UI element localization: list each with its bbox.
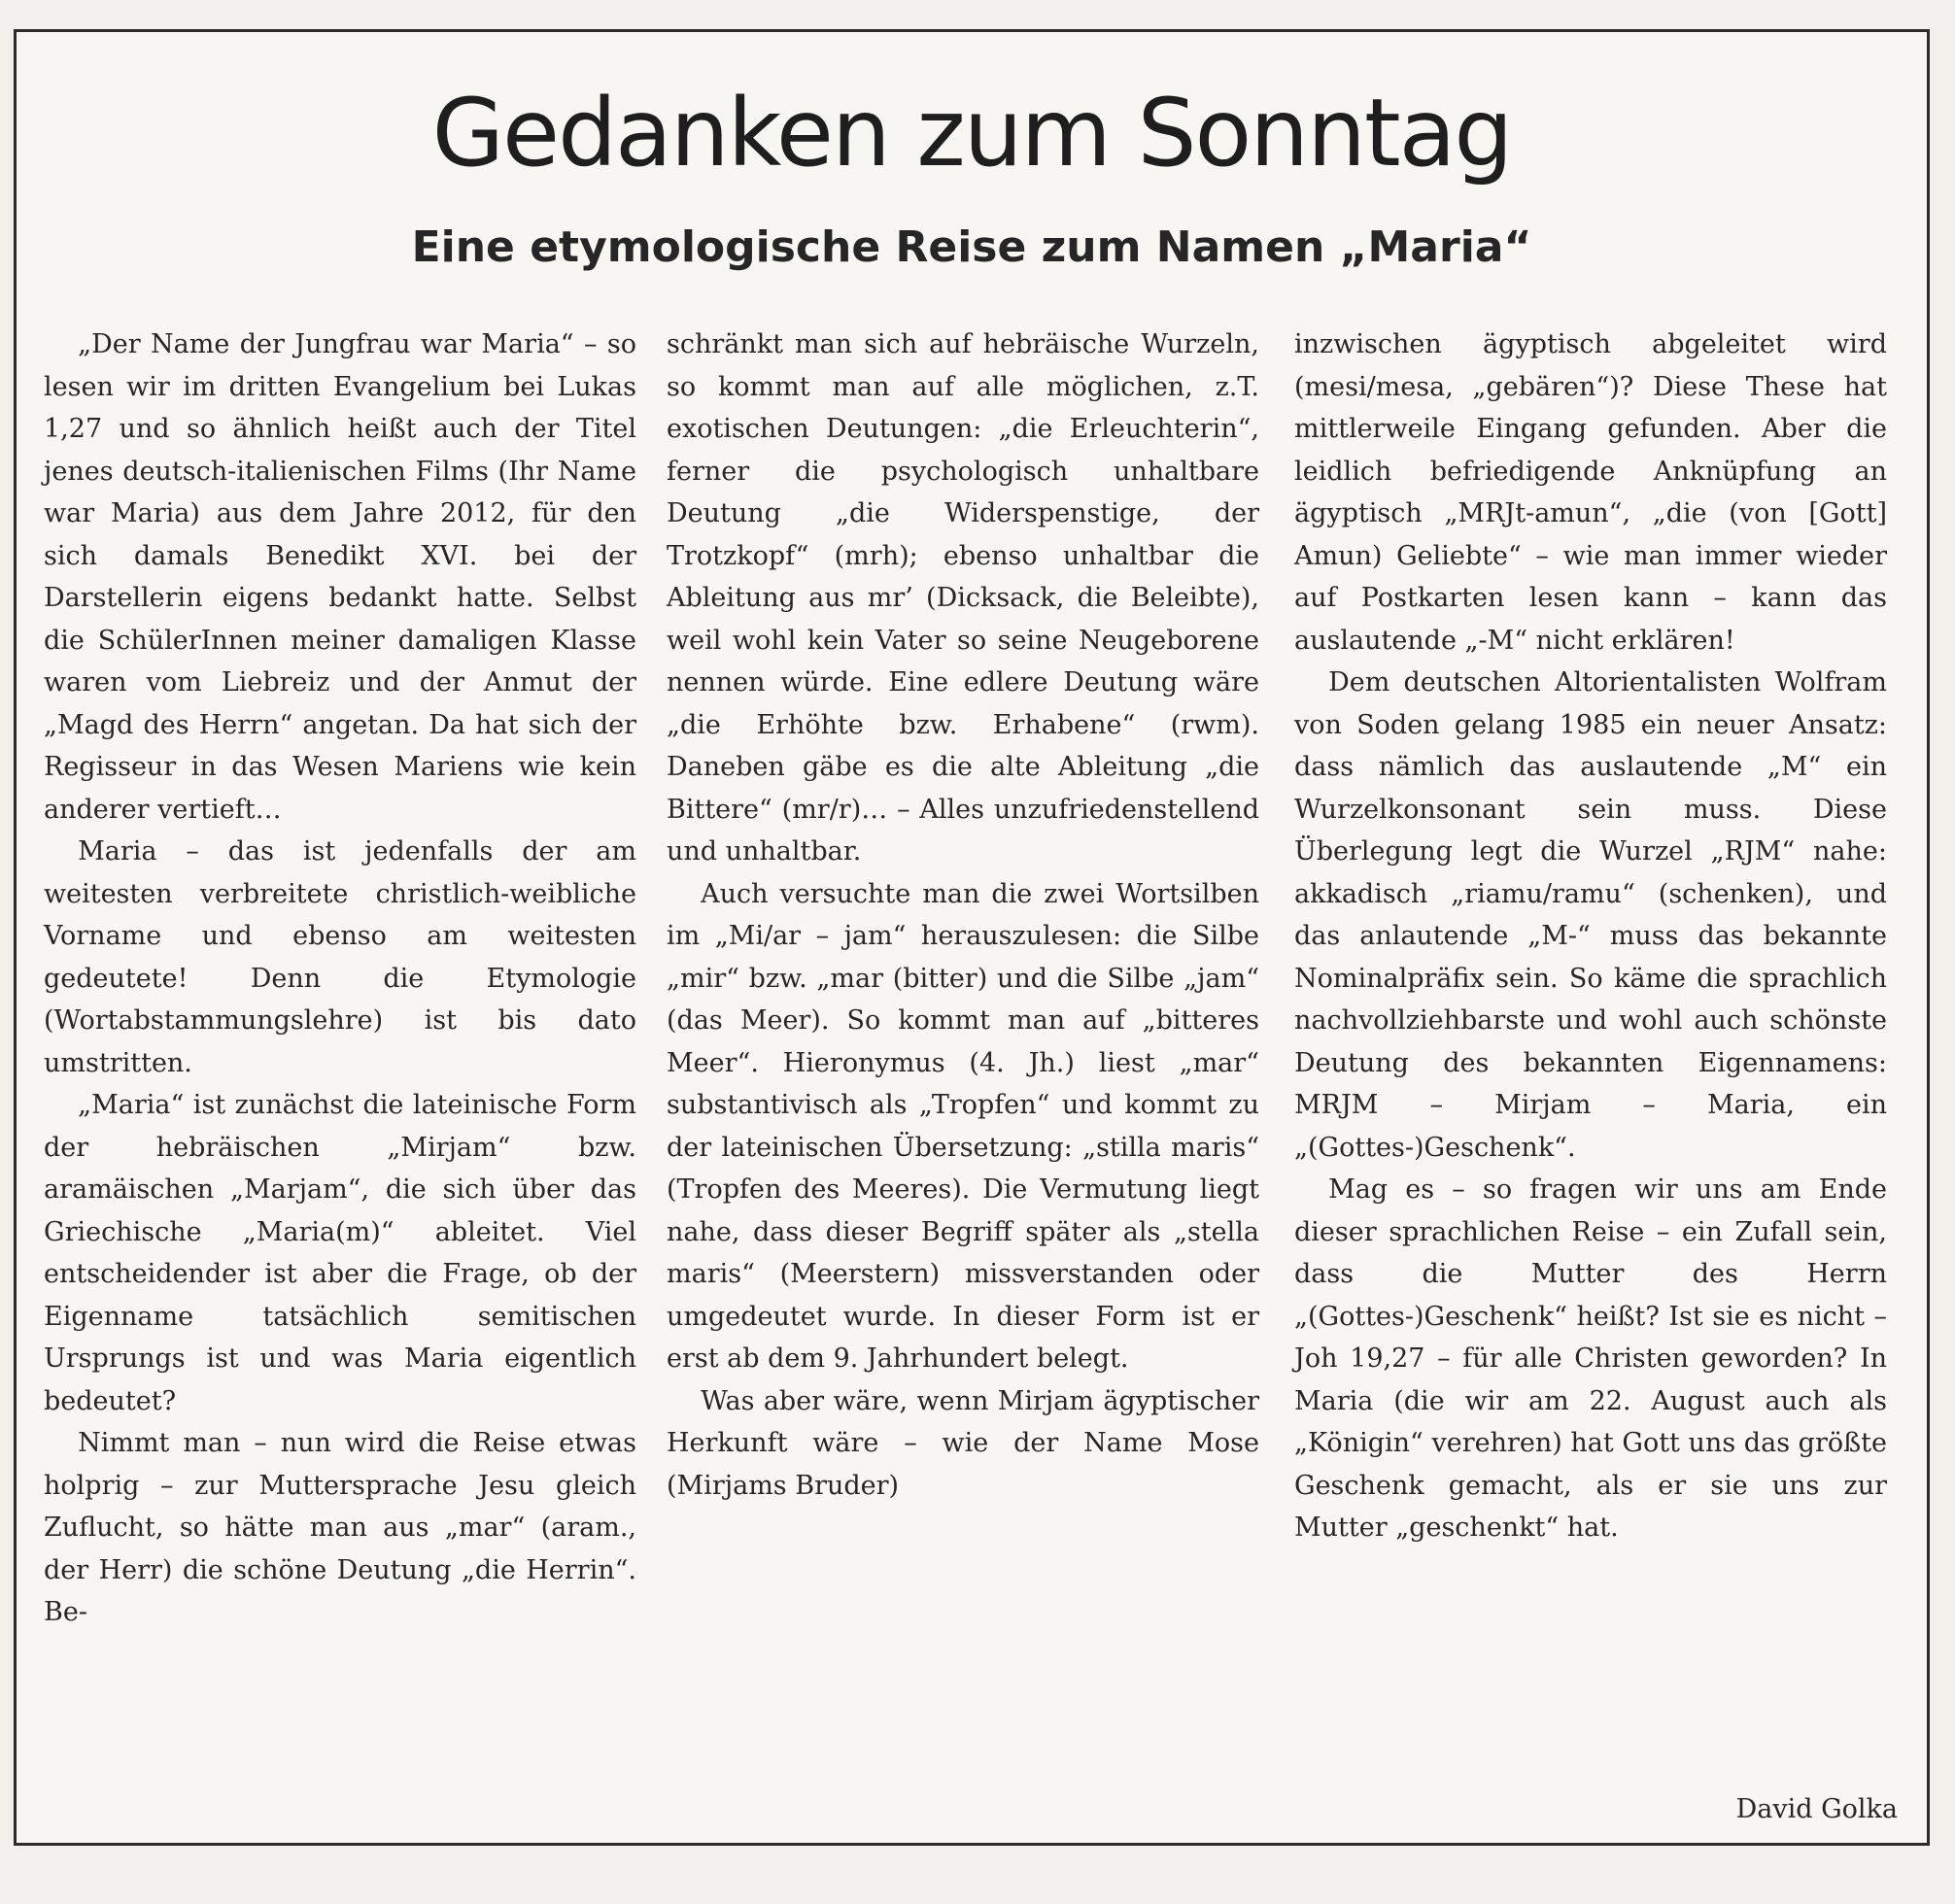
text-column-1	[44, 323, 636, 1634]
article-frame	[14, 29, 1930, 1846]
text-column-2	[667, 323, 1259, 1507]
paragraph: Nimmt man – nun wird die Reise etwas holprig – zur Muttersprache Jesu gleich Zuflucht, so hätte man aus „mar“ (aram., der Herr) die schöne Deutung „die Herrin“. Be-	[44, 1428, 636, 1627]
paragraph: schränkt man sich auf hebräische Wurzeln, so kommt man auf alle möglichen, z.T. exotischen Deutungen: „die Erleuchterin“, ferner die psychologisch unhaltbare Deutung „die Widerspenstige, der Trotzkopf“ (mrh); ebenso unhaltbar die Ableitung aus mr’ (Dicksack, die Beleibte), weil wohl kein Vater so seine Neugeborene nennen würde. Eine edlere Deutung wäre „die Erhöhte bzw. Erhabene“ (rwm). Daneben gäbe es die alte Ableitung „die Bittere“ (mr/r)… – Alles unzufriedenstellend und unhaltbar.	[667, 329, 1259, 867]
paragraph: Auch versuchte man die zwei Wortsilben im „Mi/ar – jam“ herauszulesen: die Silbe „mir“ bzw. „mar (bitter) und die Silbe „jam“ (das Meer). So kommt man auf „bitteres Meer“. Hieronymus (4. Jh.) liest „mar“ substantivisch als „Tropfen“ und kommt zu der lateinischen Übersetzung: „stilla maris“ (Tropfen des Meeres). Die Vermutung liegt nahe, dass dieser Begriff später als „stella maris“ (Meerstern) missverstanden oder umgedeutet wurde. In dieser Form ist er erst ab dem 9. Jahrhundert belegt.	[667, 878, 1259, 1374]
text-column-3	[1294, 323, 1887, 1549]
headline: Gedanken zum Sonntag	[431, 79, 1512, 187]
paragraph: Mag es – so fragen wir uns am Ende dieser sprachlichen Reise – ein Zufall sein, dass die Mutter des Herrn „(Gottes-)Geschenk“ heißt? Ist sie es nicht – Joh 19,27 – für alle Christen geworden? In Maria (die wir am 22. August auch als „Königin“ verehren) hat Gott uns das größte Geschenk gemacht, als er sie uns zur Mutter „geschenkt“ hat.	[1294, 1174, 1887, 1543]
paragraph: „Der Name der Jungfrau war Maria“ – so lesen wir im dritten Evangelium bei Lukas 1,27 und so ähnlich heißt auch der Titel jenes deutsch-italienischen Films (Ihr Name war Maria) aus dem Jahre 2012, für den sich damals Benedikt XVI. bei der Darstellerin eigens bedankt hatte. Selbst die SchülerInnen meiner damaligen Klasse waren vom Liebreiz und der Anmut der „Magd des Herrn“ angetan. Da hat sich der Regisseur in das Wesen Mariens wie kein anderer vertieft…	[44, 329, 636, 825]
paragraph: „Maria“ ist zunächst die lateinische Form der hebräischen „Mirjam“ bzw. aramäischen „Marjam“, die sich über das Griechische „Maria(m)“ ableitet. Viel entscheidender ist aber die Frage, ob der Eigenname tatsächlich semitischen Ursprungs ist und was Maria eigentlich bedeutet?	[44, 1090, 636, 1416]
paragraph: Dem deutschen Altorientalisten Wolfram von Soden gelang 1985 ein neuer Ansatz: dass nämlich das auslautende „M“ ein Wurzelkonsonant sein muss. Diese Überlegung legt die Wurzel „RJM“ nahe: akkadisch „riamu/ramu“ (schenken), und das anlautende „M-“ muss das bekannte Nominalpräfix sein. So käme die sprachlich nachvollziehbarste und wohl auch schönste Deutung des bekannten Eigennamens: MRJM – Mirjam – Maria, ein „(Gottes-)Geschenk“.	[1294, 667, 1887, 1163]
paragraph: Was aber wäre, wenn Mirjam ägyptischer Herkunft wäre – wie der Name Mose (Mirjams Bruder)	[667, 1385, 1259, 1501]
paragraph: Maria – das ist jedenfalls der am weitesten verbreitete christlich-weibliche Vorname und ebenso am weitesten gedeutete! Denn die Etymologie (Wortabstammungslehre) ist bis dato umstritten.	[44, 836, 636, 1078]
subtitle: Eine etymologische Reise zum Namen „Maria“	[411, 222, 1532, 272]
paragraph: inzwischen ägyptisch abgeleitet wird (mesi/mesa, „gebären“)? Diese These hat mittlerweile Eingang gefunden. Aber die leidlich befriedigende Anknüpfung an ägyptisch „MRJt-amun“, „die (von [Gott] Amun) Geliebte“ – wie man immer wieder auf Postkarten lesen kann – kann das auslautende „-M“ nicht erklären!	[1294, 329, 1887, 656]
author-signature: David Golka	[1735, 1794, 1898, 1824]
